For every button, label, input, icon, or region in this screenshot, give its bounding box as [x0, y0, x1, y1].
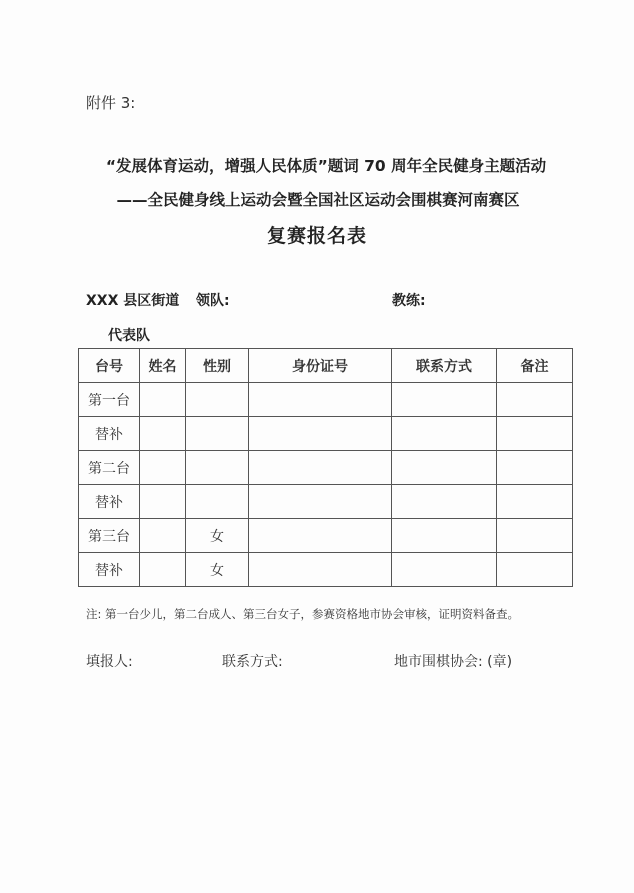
name-cell: [140, 553, 186, 587]
id-cell: [249, 383, 392, 417]
id-cell: [249, 451, 392, 485]
gender-cell: 女: [186, 553, 249, 587]
gender-cell: [186, 417, 249, 451]
contact-cell: [392, 383, 497, 417]
contact-cell: [392, 451, 497, 485]
team-label: 代表队: [108, 328, 150, 344]
id-cell: [249, 417, 392, 451]
name-cell: [140, 451, 186, 485]
header-name: 姓名: [140, 349, 186, 383]
gender-cell: 女: [186, 519, 249, 553]
contact-cell: [392, 485, 497, 519]
contact-cell: [392, 519, 497, 553]
header-contact: 联系方式: [392, 349, 497, 383]
header-id-number: 身份证号: [249, 349, 392, 383]
title-line-2: ——全民健身线上运动会暨全国社区运动会围棋赛河南赛区: [116, 191, 520, 209]
county-label: XXX 县区街道: [86, 293, 180, 309]
leader-label: 领队:: [196, 293, 230, 309]
gender-cell: [186, 451, 249, 485]
board-cell: 替补: [79, 417, 140, 451]
table-row: [79, 417, 573, 451]
contact-cell: [392, 553, 497, 587]
contact-cell: [392, 417, 497, 451]
board-cell: 第三台: [79, 519, 140, 553]
remarks-cell: [497, 383, 573, 417]
table-row: [79, 519, 573, 553]
table-header-row: [79, 349, 573, 383]
name-cell: [140, 417, 186, 451]
remarks-cell: [497, 451, 573, 485]
coach-label: 教练:: [392, 293, 426, 309]
board-cell: 替补: [79, 485, 140, 519]
attachment-label: 附件 3:: [86, 94, 136, 112]
table-note: 注: 第一台少儿，第二台成人、第三台女子，参赛资格地市协会审核，证明资料备查。: [86, 607, 520, 621]
name-cell: [140, 383, 186, 417]
board-cell: 第二台: [79, 451, 140, 485]
association-seal-label: 地市围棋协会: (章): [394, 654, 513, 670]
filler-label: 填报人:: [86, 654, 133, 670]
header-board: 台号: [79, 349, 140, 383]
table-row: [79, 553, 573, 587]
table-row: [79, 451, 573, 485]
table-row: [79, 485, 573, 519]
gender-cell: [186, 383, 249, 417]
remarks-cell: [497, 519, 573, 553]
form-title: 复赛报名表: [266, 225, 367, 247]
header-remarks: 备注: [497, 349, 573, 383]
id-cell: [249, 485, 392, 519]
registration-table: [78, 348, 573, 587]
name-cell: [140, 519, 186, 553]
id-cell: [249, 519, 392, 553]
remarks-cell: [497, 417, 573, 451]
name-cell: [140, 485, 186, 519]
remarks-cell: [497, 553, 573, 587]
board-cell: 替补: [79, 553, 140, 587]
id-cell: [249, 553, 392, 587]
header-gender: 性别: [186, 349, 249, 383]
table-row: [79, 383, 573, 417]
remarks-cell: [497, 485, 573, 519]
gender-cell: [186, 485, 249, 519]
board-cell: 第一台: [79, 383, 140, 417]
title-line-1: “发展体育运动，增强人民体质”题词 70 周年全民健身主题活动: [105, 157, 547, 175]
footer-contact-label: 联系方式:: [222, 654, 283, 670]
